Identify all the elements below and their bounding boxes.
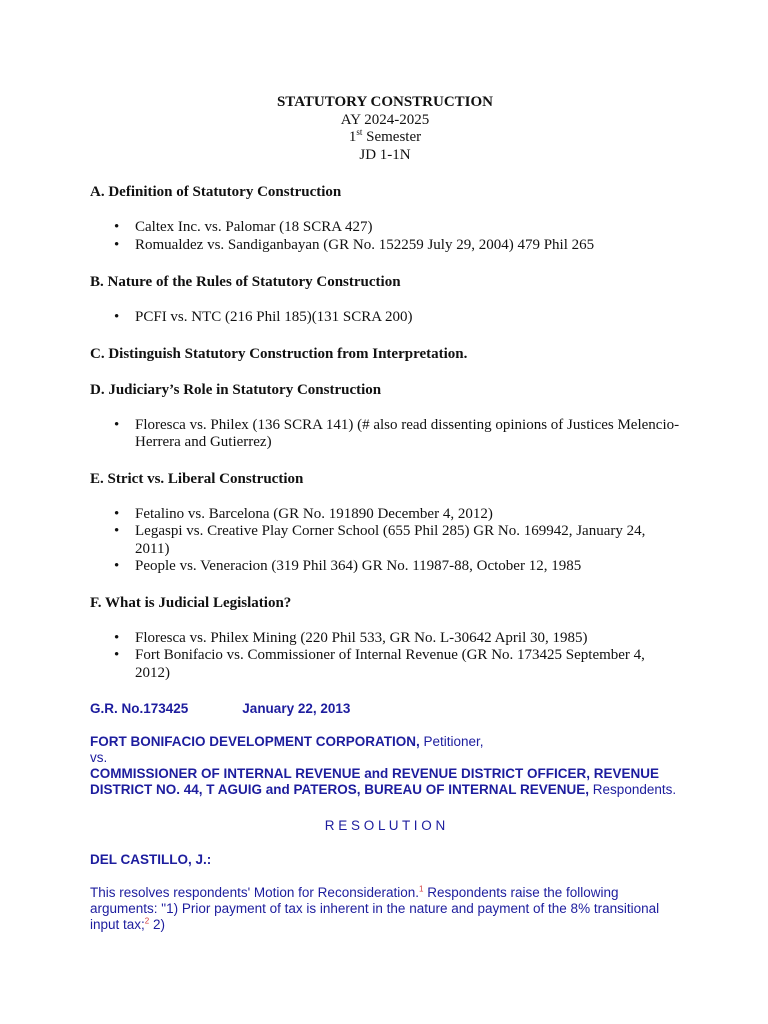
list-item: • Caltex Inc. vs. Palomar (18 SCRA 427) [114,219,373,235]
list-item: • PCFI vs. NTC (216 Phil 185)(131 SCRA 200) [114,309,413,325]
body-text-3: 2) [149,917,166,932]
section-heading-d: D. Judiciary’s Role in Statutory Construction [90,381,382,398]
list-item: • Legaspi vs. Creative Play Corner School (655 Phil 285) GR No. 169942, January 24, 2011) [114,523,646,557]
petitioner-line [90,734,680,750]
bullet: • [114,505,120,522]
footnote-ref-1[interactable]: 1 [419,884,424,894]
bullet: • [114,523,120,539]
resolution-heading: R E S O L U T I O N [324,818,446,833]
list-item: • Fort Bonifacio vs. Commissioner of Internal Revenue (GR No. 173425 September 4, 2012) [114,647,645,681]
respondents-label: Respondents. [589,782,677,797]
section-heading-f: F. What is Judicial Legislation? [90,594,292,611]
document-page [90,94,680,933]
bullet: • [114,629,120,646]
list-item: • Floresca vs. Philex Mining (220 Phil 533, GR No. L-30642 April 30, 1985) [114,629,588,646]
case-list-a [90,219,680,254]
class-code: JD 1-1N [359,146,411,163]
list-item: • People vs. Veneracion (319 Phil 364) GR No. 11987-88, October 12, 1985 [114,558,582,574]
bullet: • [114,647,120,663]
case-parties [90,734,680,798]
resolution-body [90,885,680,933]
case-header [90,700,680,717]
bullet: • [114,236,120,253]
case-list-e [90,506,680,576]
body-text-1: This resolves respondents' Motion for Reconsideration. [90,885,419,900]
semester-number: 1 [348,129,357,145]
case-list-f [90,630,680,683]
section-heading-c: C. Distinguish Statutory Construction from Interpretation. [90,345,468,362]
petitioner-label: Petitioner, [419,734,484,749]
semester-word: Semester [362,129,422,145]
body-text-2: Respondents raise the following arguments: "1) Prior payment of tax is inherent in the nature and payment of the 8% transitional input tax; [90,885,660,932]
bullet: • [114,558,120,574]
list-item: • Floresca vs. Philex (136 SCRA 141) (# also read dissenting opinions of Justices Melencio-Herrera and Gutierrez) [114,416,680,450]
footnote-ref-2[interactable]: 2 [144,916,150,926]
bullet: • [114,309,120,325]
gr-number: G.R. No.173425 [90,701,189,716]
case-list-d [90,417,680,452]
bullet: • [114,416,120,433]
section-heading-b: B. Nature of the Rules of Statutory Construction [90,274,401,290]
bullet: • [114,219,120,235]
versus: vs. [90,750,108,765]
case-date: January 22, 2013 [242,701,351,716]
list-item: • Romualdez vs. Sandiganbayan (GR No. 152259 July 29, 2004) 479 Phil 265 [114,236,595,253]
respondents-line [90,766,680,798]
list-item: • Fetalino vs. Barcelona (GR No. 191890 December 4, 2012) [114,505,493,522]
title-block [90,94,680,164]
section-heading-e: E. Strict vs. Liberal Construction [90,470,304,487]
semester-suffix: st [356,127,363,137]
petitioner-name: FORT BONIFACIO DEVELOPMENT CORPORATION, [90,734,420,749]
respondents-name: COMMISSIONER OF INTERNAL REVENUE and REVENUE DISTRICT OFFICER, REVENUE DISTRICT NO. 44, T AGUIG and PATEROS, BUREAU OF INTERNAL REVENUE, [90,766,660,797]
page-title: STATUTORY CONSTRUCTION [276,94,494,110]
academic-year: AY 2024-2025 [340,111,430,128]
section-heading-a: A. Definition of Statutory Construction [90,184,342,200]
case-list-b [90,309,680,327]
ponente: DEL CASTILLO, J.: [90,852,212,867]
semester [90,129,680,147]
